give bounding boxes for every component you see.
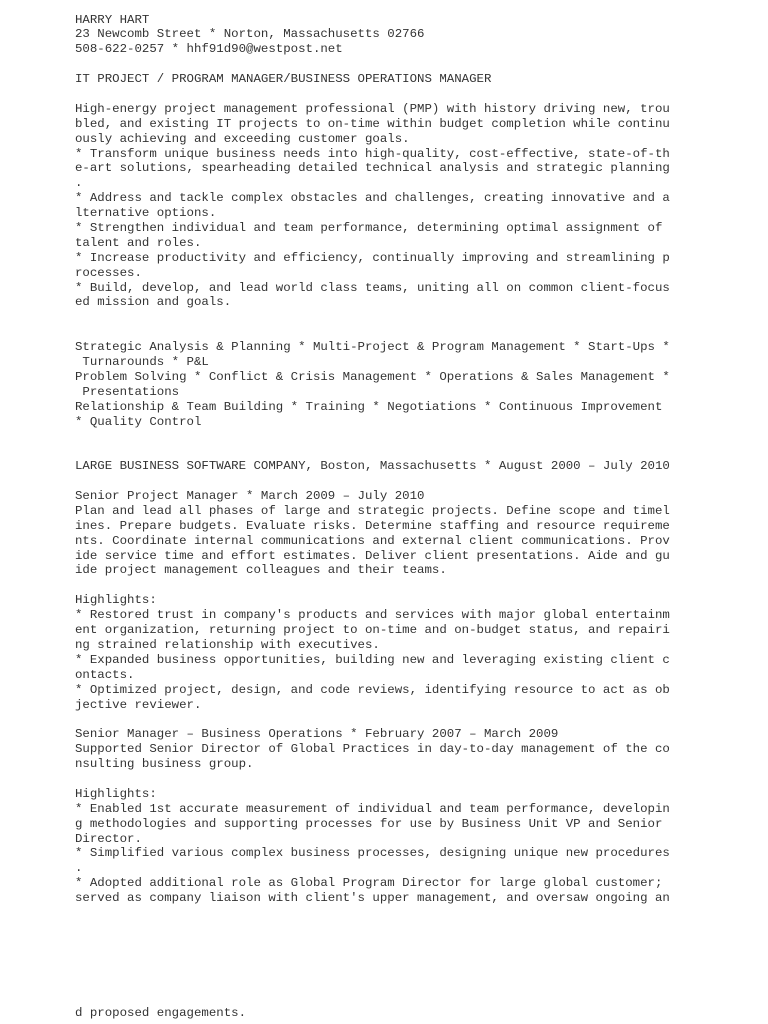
role-senior-manager-business-operations (75, 727, 675, 906)
blank-line (75, 772, 675, 787)
highlight-line: jective reviewer. (75, 697, 202, 712)
role-description-line: Plan and lead all phases of large and strategic projects. Define scope and timel (75, 503, 670, 518)
skills-line: Strategic Analysis & Planning * Multi-Project & Program Management * Start-Ups * (75, 340, 670, 355)
blank-line (75, 578, 675, 593)
candidate-name: HARRY HART (75, 12, 150, 27)
blank-line (75, 712, 675, 727)
skills-section (75, 340, 675, 429)
street-address: 23 Newcomb Street * Norton, Massachusetts 02766 (75, 27, 425, 42)
summary-section (75, 102, 675, 310)
highlight-line: . (75, 861, 83, 876)
summary-line: rocesses. (75, 265, 142, 280)
skills-line: Presentations (75, 384, 180, 399)
continuation-line: d proposed engagements. (75, 1005, 247, 1020)
highlight-line: * Restored trust in company's products and services with major global entertainm (75, 608, 670, 623)
role-title: Senior Project Manager * March 2009 – July 2010 (75, 489, 425, 504)
role-description-line: ide project management colleagues and their teams. (75, 563, 447, 578)
summary-line: * Strengthen individual and team performance, determining optimal assignment of (75, 220, 663, 235)
highlights-label: Highlights: (75, 786, 157, 801)
summary-line: * Increase productivity and efficiency, continually improving and streamlining p (75, 250, 670, 265)
blank-line (75, 474, 675, 489)
skills-line: Problem Solving * Conflict & Crisis Management * Operations & Sales Management * (75, 369, 670, 384)
highlight-line: * Adopted additional role as Global Program Director for large global customer; (75, 876, 663, 891)
summary-line: * Build, develop, and lead world class teams, uniting all on common client-focus (75, 280, 670, 295)
skills-line: * Quality Control (75, 414, 202, 429)
phone-email: 508-622-0257 * hhf91d90@westpost.net (75, 42, 343, 57)
blank-lines (75, 429, 675, 459)
summary-line: ously achieving and exceeding customer goals. (75, 131, 410, 146)
highlight-line: ontacts. (75, 667, 135, 682)
role-description-line: Supported Senior Director of Global Practices in day-to-day management of the co (75, 742, 670, 757)
highlight-line: g methodologies and supporting processes for use by Business Unit VP and Senior (75, 816, 663, 831)
skills-line: Turnarounds * P&L (75, 355, 209, 369)
role-senior-project-manager (75, 489, 675, 712)
resume-body (75, 13, 675, 906)
blank-lines (75, 310, 675, 340)
role-description-line: nsulting business group. (75, 757, 254, 772)
highlight-line: ng strained relationship with executives. (75, 637, 380, 652)
role-description-line: ines. Prepare budgets. Evaluate risks. Determine staffing and resource requireme (75, 518, 670, 533)
highlight-line: * Expanded business opportunities, building new and leveraging existing client c (75, 652, 670, 667)
summary-line: ed mission and goals. (75, 295, 232, 310)
blank-line (75, 87, 675, 102)
highlight-line: ent organization, returning project to on-time and on-budget status, and repairi (75, 623, 670, 638)
role-description-line: nts. Coordinate internal communications and external client communications. Prov (75, 533, 670, 548)
highlight-line: * Simplified various complex business processes, designing unique new procedures (75, 846, 670, 861)
summary-line: High-energy project management professional (PMP) with history driving new, trou (75, 101, 670, 116)
summary-line: talent and roles. (75, 235, 202, 250)
highlight-line: * Optimized project, design, and code reviews, identifying resource to act as ob (75, 682, 670, 697)
skills-line: Relationship & Team Building * Training * Negotiations * Continuous Improvement (75, 399, 663, 414)
objective-title: IT PROJECT / PROGRAM MANAGER/BUSINESS OPERATIONS MANAGER (75, 72, 492, 87)
summary-line: bled, and existing IT projects to on-time within budget completion while continu (75, 116, 670, 131)
highlight-line: Director. (75, 831, 142, 846)
summary-line: e-art solutions, spearheading detailed technical analysis and strategic planning (75, 161, 670, 176)
highlight-line: * Enabled 1st accurate measurement of individual and team performance, developin (75, 801, 670, 816)
page-bottom-continuation (75, 1006, 675, 1021)
summary-line: * Transform unique business needs into high-quality, cost-effective, state-of-th (75, 146, 670, 161)
summary-line: . (75, 176, 83, 191)
highlights-label: Highlights: (75, 593, 157, 608)
contact-header (75, 13, 675, 58)
experience-section (75, 459, 675, 906)
summary-line: * Address and tackle complex obstacles and challenges, creating innovative and a (75, 191, 670, 206)
role-description-line: ide service time and effort estimates. Deliver client presentations. Aide and gu (75, 548, 670, 563)
employer-heading: LARGE BUSINESS SOFTWARE COMPANY, Boston, Massachusetts * August 2000 – July 2010 (75, 459, 670, 474)
role-title: Senior Manager – Business Operations * February 2007 – March 2009 (75, 727, 559, 742)
highlight-line: served as company liaison with client's upper management, and oversaw ongoing an (75, 891, 670, 906)
summary-line: lternative options. (75, 206, 217, 221)
blank-line (75, 57, 675, 72)
